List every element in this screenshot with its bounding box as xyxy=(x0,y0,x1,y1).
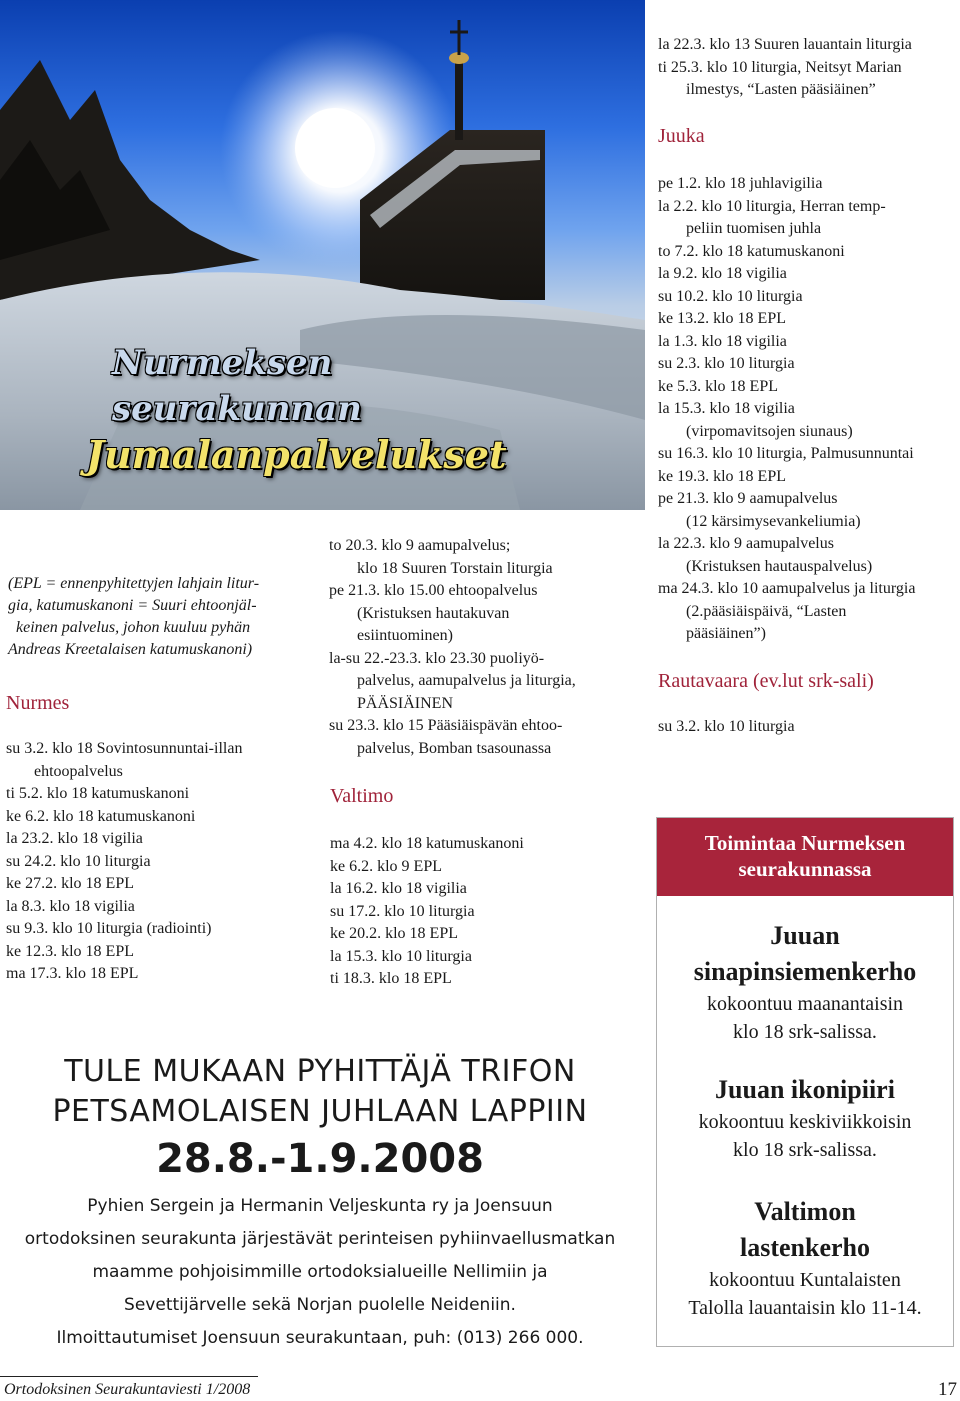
valtimo-schedule xyxy=(330,833,524,991)
schedule-line: la 22.3. klo 13 Suuren lauantain liturgia xyxy=(658,36,912,53)
schedule-line: la 23.2. klo 18 vigilia xyxy=(6,830,143,847)
box-header-line: seurakunnassa xyxy=(738,857,872,881)
schedule-line: ke 6.2. klo 18 katumuskanoni xyxy=(6,807,196,825)
schedule-line: ke 13.2. klo 18 EPL xyxy=(658,310,786,327)
right-top-schedule xyxy=(658,34,912,102)
easter-schedule xyxy=(329,535,576,760)
schedule-line: su 3.2. klo 10 liturgia xyxy=(658,718,795,735)
activity-text: Talolla lauantaisin klo 11-14. xyxy=(688,1297,922,1319)
schedule-line: peliin tuomisen juhla xyxy=(686,220,822,237)
activities-box-body xyxy=(657,918,953,1322)
announcement-text-line: Pyhien Sergein ja Hermanin Veljeskunta ry ja Joensuun xyxy=(87,1196,553,1216)
announcement-text-line: maamme pohjoisimmille ortodoksialueille Nellimiin ja xyxy=(92,1262,548,1282)
schedule-line: pe 1.2. klo 18 juhlavigilia xyxy=(658,175,823,192)
juuka-heading: Juuka xyxy=(658,125,705,147)
schedule-line: ma 24.3. klo 10 aamupalvelus ja liturgia xyxy=(658,580,916,597)
announcement-title-line: TULE MUKAAN PYHITTÄJÄ TRIFON xyxy=(64,1054,576,1089)
schedule-line: to 20.3. klo 9 aamupalvelus; xyxy=(329,537,511,554)
activity-text: klo 18 srk-salissa. xyxy=(733,1139,877,1161)
schedule-line: su 23.3. klo 15 Pääsiäispävän ehtoo- xyxy=(329,717,563,734)
page-number: 17 xyxy=(938,1379,957,1400)
publication-name: Ortodoksinen Seurakuntaviesti 1/2008 xyxy=(4,1381,251,1398)
schedule-line: pääsiäinen”) xyxy=(686,625,766,642)
schedule-line: ilmestys, “Lasten pääsiäinen” xyxy=(686,81,876,98)
announcement-text-line: ortodoksinen seurakunta järjestävät perinteisen pyhiinvaellusmatkan xyxy=(24,1229,616,1249)
title-line-3: Jumalanpalvelukset xyxy=(86,432,507,477)
schedule-line: ke 19.3. klo 18 EPL xyxy=(658,467,786,485)
nurmes-heading: Nurmes xyxy=(6,692,70,714)
schedule-line: palvelus, Bomban tsasounassa xyxy=(357,739,552,757)
activity-title: lastenkerho xyxy=(740,1233,870,1262)
activity-title: Juuan ikonipiiri xyxy=(715,1075,895,1104)
note-line: (EPL = ennenpyhitettyjen lahjain litur- xyxy=(8,575,260,592)
schedule-line: (virpomavitsojen siunaus) xyxy=(686,422,853,440)
activity-text: kokoontuu Kuntalaisten xyxy=(709,1269,901,1291)
schedule-line: su 10.2. klo 10 liturgia xyxy=(658,287,803,305)
schedule-line: ma 4.2. klo 18 katumuskanoni xyxy=(330,835,524,852)
activity-text: klo 18 srk-salissa. xyxy=(733,1021,877,1043)
box-header-line: Toimintaa Nurmeksen xyxy=(704,831,906,855)
schedule-line: ke 6.2. klo 9 EPL xyxy=(330,857,442,875)
schedule-line: la 2.2. klo 10 liturgia, Herran temp- xyxy=(658,197,886,215)
schedule-line: su 2.3. klo 10 liturgia xyxy=(658,355,795,372)
activity-title: Valtimon xyxy=(754,1197,856,1226)
announcement-date: 28.8.-1.9.2008 xyxy=(156,1136,484,1182)
activity-item xyxy=(657,918,953,1046)
schedule-line: ti 5.2. klo 18 katumuskanoni xyxy=(6,785,190,802)
schedule-line: su 9.3. klo 10 liturgia (radiointi) xyxy=(6,920,212,937)
schedule-line: su 17.2. klo 10 liturgia xyxy=(330,902,475,920)
schedule-line: ehtoopalvelus xyxy=(34,762,123,780)
announcement-text-line: Sevettijärvelle sekä Norjan puolelle Neideniin. xyxy=(124,1295,516,1315)
schedule-line: la 16.2. klo 18 vigilia xyxy=(330,880,467,897)
schedule-line: esiintuominen) xyxy=(357,627,453,644)
schedule-line: la 22.3. klo 9 aamupalvelus xyxy=(658,535,834,552)
schedule-line: ke 12.3. klo 18 EPL xyxy=(6,942,134,960)
announcement-text xyxy=(0,1190,640,1355)
activity-text: kokoontuu maanantaisin xyxy=(706,993,904,1015)
note-line: keinen palvelus, johon kuuluu pyhän xyxy=(16,619,251,636)
activity-item xyxy=(657,1194,953,1322)
schedule-line: (2.pääsiäispäivä, “Lasten xyxy=(686,602,847,620)
schedule-line: la 1.3. klo 18 vigilia xyxy=(658,332,787,350)
schedule-line: ke 5.3. klo 18 EPL xyxy=(658,377,778,395)
rautavaara-schedule xyxy=(658,716,795,739)
schedule-line: ke 27.2. klo 18 EPL xyxy=(6,875,134,892)
title-line-1: Nurmeksen xyxy=(112,343,333,383)
activities-box-header xyxy=(657,818,953,896)
juuka-schedule xyxy=(658,173,915,646)
activity-title: sinapinsiemenkerho xyxy=(693,957,917,986)
activity-title: Juuan xyxy=(770,921,840,950)
schedule-line: la 8.3. klo 18 vigilia xyxy=(6,897,135,915)
note-line: Andreas Kreetalaisen katumuskanoni) xyxy=(8,641,253,658)
schedule-line: su 24.2. klo 10 liturgia xyxy=(6,852,151,870)
schedule-line: la 15.3. klo 18 vigilia xyxy=(658,400,795,417)
activities-box xyxy=(656,817,954,1347)
schedule-line: su 16.3. klo 10 liturgia, Palmusunnuntai xyxy=(658,445,914,462)
pilgrimage-announcement xyxy=(0,1052,640,1355)
schedule-line: PÄÄSIÄINEN xyxy=(357,694,453,712)
abbreviation-note xyxy=(8,573,308,661)
schedule-line: pe 21.3. klo 15.00 ehtoopalvelus xyxy=(329,582,538,599)
schedule-line: ma 17.3. klo 18 EPL xyxy=(6,965,139,982)
schedule-line: ke 20.2. klo 18 EPL xyxy=(330,925,458,942)
schedule-line: ti 25.3. klo 10 liturgia, Neitsyt Marian xyxy=(658,58,902,76)
schedule-line: to 7.2. klo 18 katumuskanoni xyxy=(658,242,845,260)
schedule-line: pe 21.3. klo 9 aamupalvelus xyxy=(658,490,838,507)
schedule-line: (Kristuksen hautauspalvelus) xyxy=(686,557,873,575)
rautavaara-heading: Rautavaara (ev.lut srk-sali) xyxy=(658,670,874,692)
schedule-line: la 9.2. klo 18 vigilia xyxy=(658,265,787,282)
schedule-line: la 15.3. klo 10 liturgia xyxy=(330,947,472,965)
valtimo-heading: Valtimo xyxy=(330,785,394,807)
schedule-line: palvelus, aamupalvelus ja liturgia, xyxy=(357,672,576,689)
schedule-line: ti 18.3. klo 18 EPL xyxy=(330,970,452,987)
schedule-line: su 3.2. klo 18 Sovintosunnuntai-illan xyxy=(6,740,243,757)
footer-divider xyxy=(0,1376,258,1377)
page-title xyxy=(60,340,507,478)
announcement-title-line: PETSAMOLAISEN JUHLAAN LAPPIIN xyxy=(52,1094,588,1129)
schedule-line: klo 18 Suuren Torstain liturgia xyxy=(357,559,553,577)
title-line-2: seurakunnan xyxy=(112,389,362,429)
note-line: gia, katumuskanoni = Suuri ehtoonjäl- xyxy=(8,597,257,614)
activity-item xyxy=(657,1072,953,1164)
schedule-line: (12 kärsimysevankeliumia) xyxy=(686,512,861,530)
announcement-title xyxy=(0,1052,640,1132)
activity-text: kokoontuu keskiviikkoisin xyxy=(698,1111,912,1133)
nurmes-schedule xyxy=(6,738,242,986)
schedule-line: (Kristuksen hautakuvan xyxy=(357,604,510,622)
announcement-text-line: Ilmoittautumiset Joensuun seurakuntaan, puh: (013) 266 000. xyxy=(56,1328,584,1348)
schedule-line: la-su 22.-23.3. klo 23.30 puoliyö- xyxy=(329,649,545,667)
